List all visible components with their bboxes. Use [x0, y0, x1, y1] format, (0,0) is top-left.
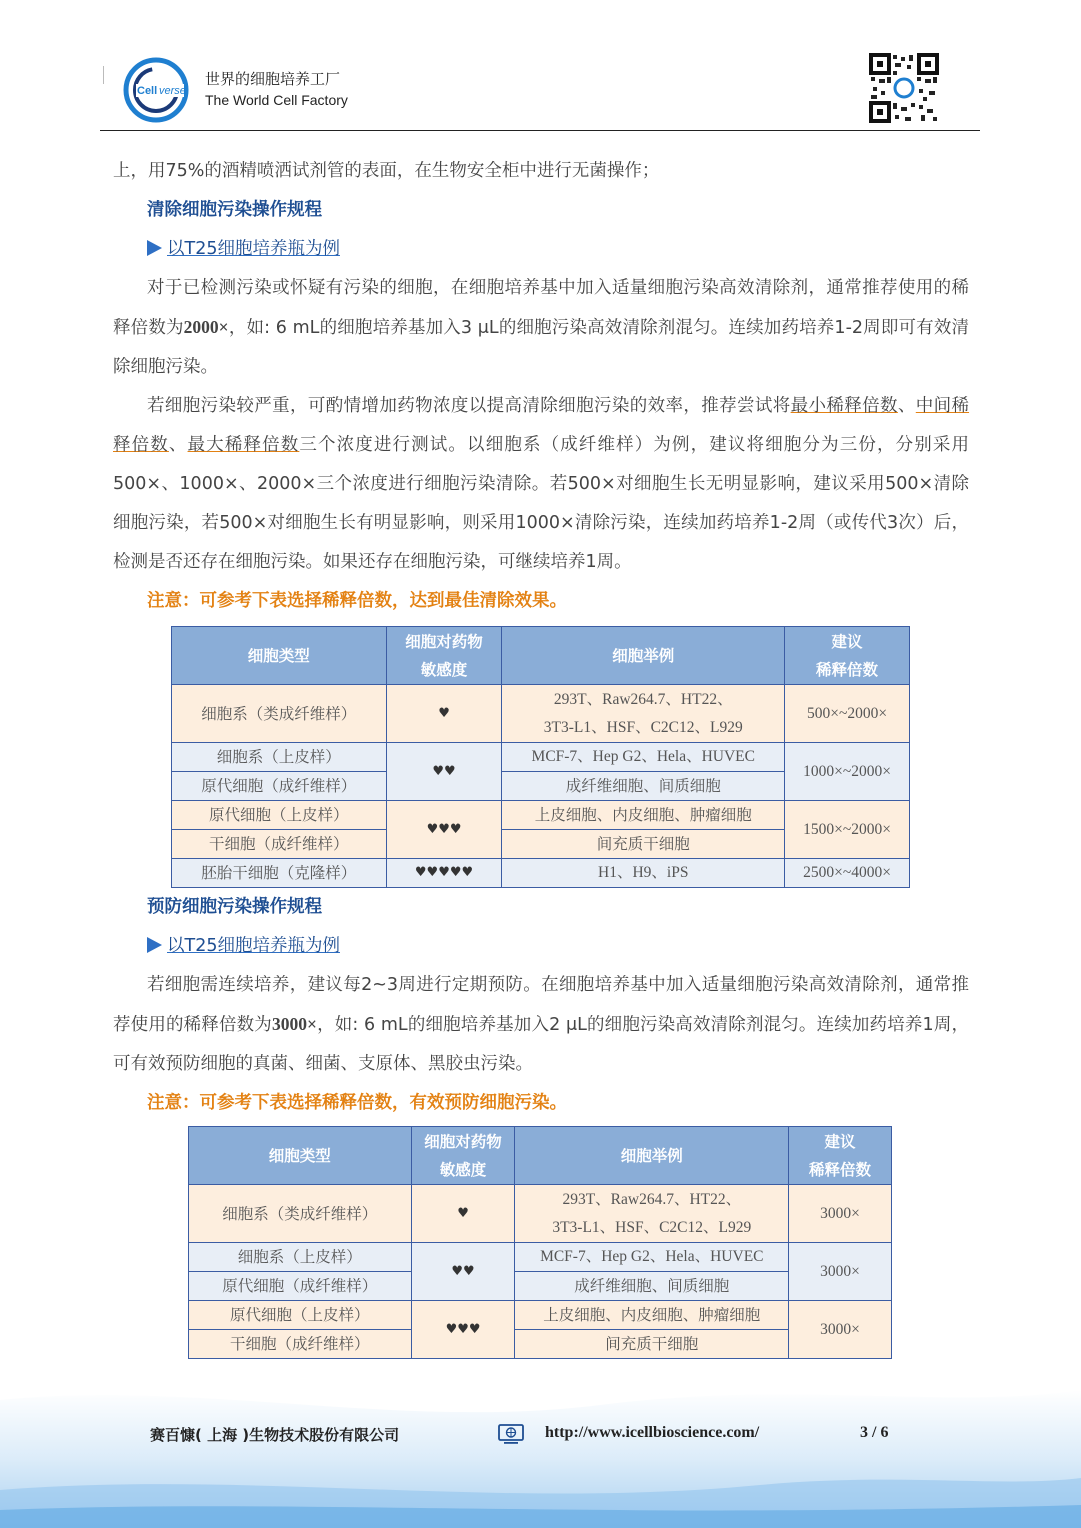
- link-max-dilution: 最大稀释倍数: [187, 435, 300, 455]
- table-row: 细胞系（类成纤维样） ♥ 293T、Raw264.7、HT22、 3T3-L1、HSF、C2C12、L929 3000×: [189, 1185, 892, 1243]
- cellverse-logo-icon: [122, 56, 190, 124]
- section-title-prevent: 预防细胞污染操作规程: [147, 897, 322, 917]
- tagline-cn: 世界的细胞培养工厂: [205, 70, 341, 88]
- paragraph-prevent-dilution: 若细胞需连续培养，建议每2~3周进行定期预防。在细胞培养基中加入适量细胞污染高效清除剂，通常推荐使用的稀释倍数为3000×，如: 6 mL的细胞培养基加入2 μL的细胞污染高效清除剂混匀。连续加药培养1周，可有效预防细胞的真菌、细菌、支原体、黑胶虫污染。: [113, 975, 969, 1074]
- header-divider-mark: [103, 66, 104, 84]
- table-row: 胚胎干细胞（克隆样） ♥♥♥♥♥ H1、H9、iPS 2500×~4000×: [172, 859, 910, 888]
- footer-page-number: 3 / 6: [860, 1424, 889, 1441]
- paragraph-clear-dilution: 对于已检测污染或怀疑有污染的细胞，在细胞培养基中加入适量细胞污染高效清除剂，通常推荐使用的稀释倍数为2000×，如: 6 mL的细胞培养基加入3 μL的细胞污染高效清除剂混匀。连续加药培养1-2周即可有效清除细胞污染。: [113, 278, 970, 377]
- note-table1: 注意：可参考下表选择稀释倍数，达到最佳清除效果。: [147, 591, 567, 611]
- triangle-bullet-icon: [147, 937, 162, 953]
- triangle-bullet-icon: [147, 240, 162, 256]
- table-header-examples: 细胞举例: [515, 1127, 789, 1185]
- link-min-dilution: 最小稀释倍数: [790, 396, 898, 416]
- table-header-cell-type: 细胞类型: [189, 1127, 412, 1185]
- subsection-example-t25-2: 以T25细胞培养瓶为例: [113, 927, 969, 966]
- dilution-table-prevent: [188, 1126, 892, 1359]
- main-content-2: [113, 888, 969, 1123]
- tagline-en: The World Cell Factory: [205, 92, 348, 108]
- table-row: 原代细胞（成纤维样） 成纤维细胞、间质细胞: [189, 1272, 892, 1301]
- main-content: [113, 152, 969, 621]
- table-row: 细胞系（上皮样） ♥♥ MCF-7、Hep G2、Hela、HUVEC 3000×: [189, 1243, 892, 1272]
- svg-text:Cell: Cell: [137, 85, 158, 97]
- footer-company-name: 赛百慷( 上海 )生物技术股份有限公司: [150, 1426, 400, 1444]
- paragraph-severe-contamination: 若细胞污染较严重，可酌情增加药物浓度以提高清除细胞污染的效率，推荐尝试将最小稀释倍数、中间稀释倍数、最大稀释倍数三个浓度进行测试。以细胞系（成纤维样）为例，建议将细胞分为三份，分别采用500×、1000×、2000×三个浓度进行细胞污染清除。若500×对细胞生长无明显影响，建议采用500×清除细胞污染，若500×对细胞生长有明显影响，则采用1000×清除污染，连续加药培养1-2周（或传代3次）后，检测是否还存在细胞污染。如果还存在细胞污染，可继续培养1周。: [113, 396, 970, 572]
- table-header-examples: 细胞举例: [502, 627, 785, 685]
- table-header-dilution: 建议 稀释倍数: [785, 627, 910, 685]
- footer-wave-background: [0, 1370, 1081, 1528]
- link-mid-dilution: 中间稀释倍数: [113, 396, 970, 455]
- table-header-cell-type: 细胞类型: [172, 627, 387, 685]
- page-header: [100, 50, 980, 131]
- table-row: 原代细胞（成纤维样） 成纤维细胞、间质细胞: [172, 772, 910, 801]
- monitor-globe-icon: [498, 1424, 524, 1444]
- table-header-sensitivity: 细胞对药物 敏感度: [411, 1127, 515, 1185]
- table-row: 干细胞（成纤维样） 间充质干细胞: [172, 830, 910, 859]
- table-row: 原代细胞（上皮样） ♥♥♥ 上皮细胞、内皮细胞、肿瘤细胞 1500×~2000×: [172, 801, 910, 830]
- table-row: 干细胞（成纤维样） 间充质干细胞: [189, 1330, 892, 1359]
- paragraph-continued: 上，用75%的酒精喷洒试剂管的表面，在生物安全柜中进行无菌操作；: [113, 161, 660, 181]
- subsection-example-t25-1: 以T25细胞培养瓶为例: [113, 230, 969, 269]
- qr-code-icon[interactable]: [869, 53, 939, 123]
- table-row: 原代细胞（上皮样） ♥♥♥ 上皮细胞、内皮细胞、肿瘤细胞 3000×: [189, 1301, 892, 1330]
- dilution-table-clear: [171, 626, 910, 888]
- footer-website-link[interactable]: http://www.icellbioscience.com/: [545, 1424, 760, 1441]
- table-header-dilution: 建议 稀释倍数: [789, 1127, 892, 1185]
- svg-text:verse: verse: [159, 85, 186, 97]
- table-row: 细胞系（类成纤维样） ♥ 293T、Raw264.7、HT22、 3T3-L1、HSF、C2C12、L929 500×~2000×: [172, 685, 910, 743]
- table-row: 细胞系（上皮样） ♥♥ MCF-7、Hep G2、Hela、HUVEC 1000×~2000×: [172, 743, 910, 772]
- table-header-sensitivity: 细胞对药物 敏感度: [386, 627, 502, 685]
- section-title-clear: 清除细胞污染操作规程: [147, 200, 322, 220]
- note-table2: 注意：可参考下表选择稀释倍数，有效预防细胞污染。: [147, 1093, 567, 1113]
